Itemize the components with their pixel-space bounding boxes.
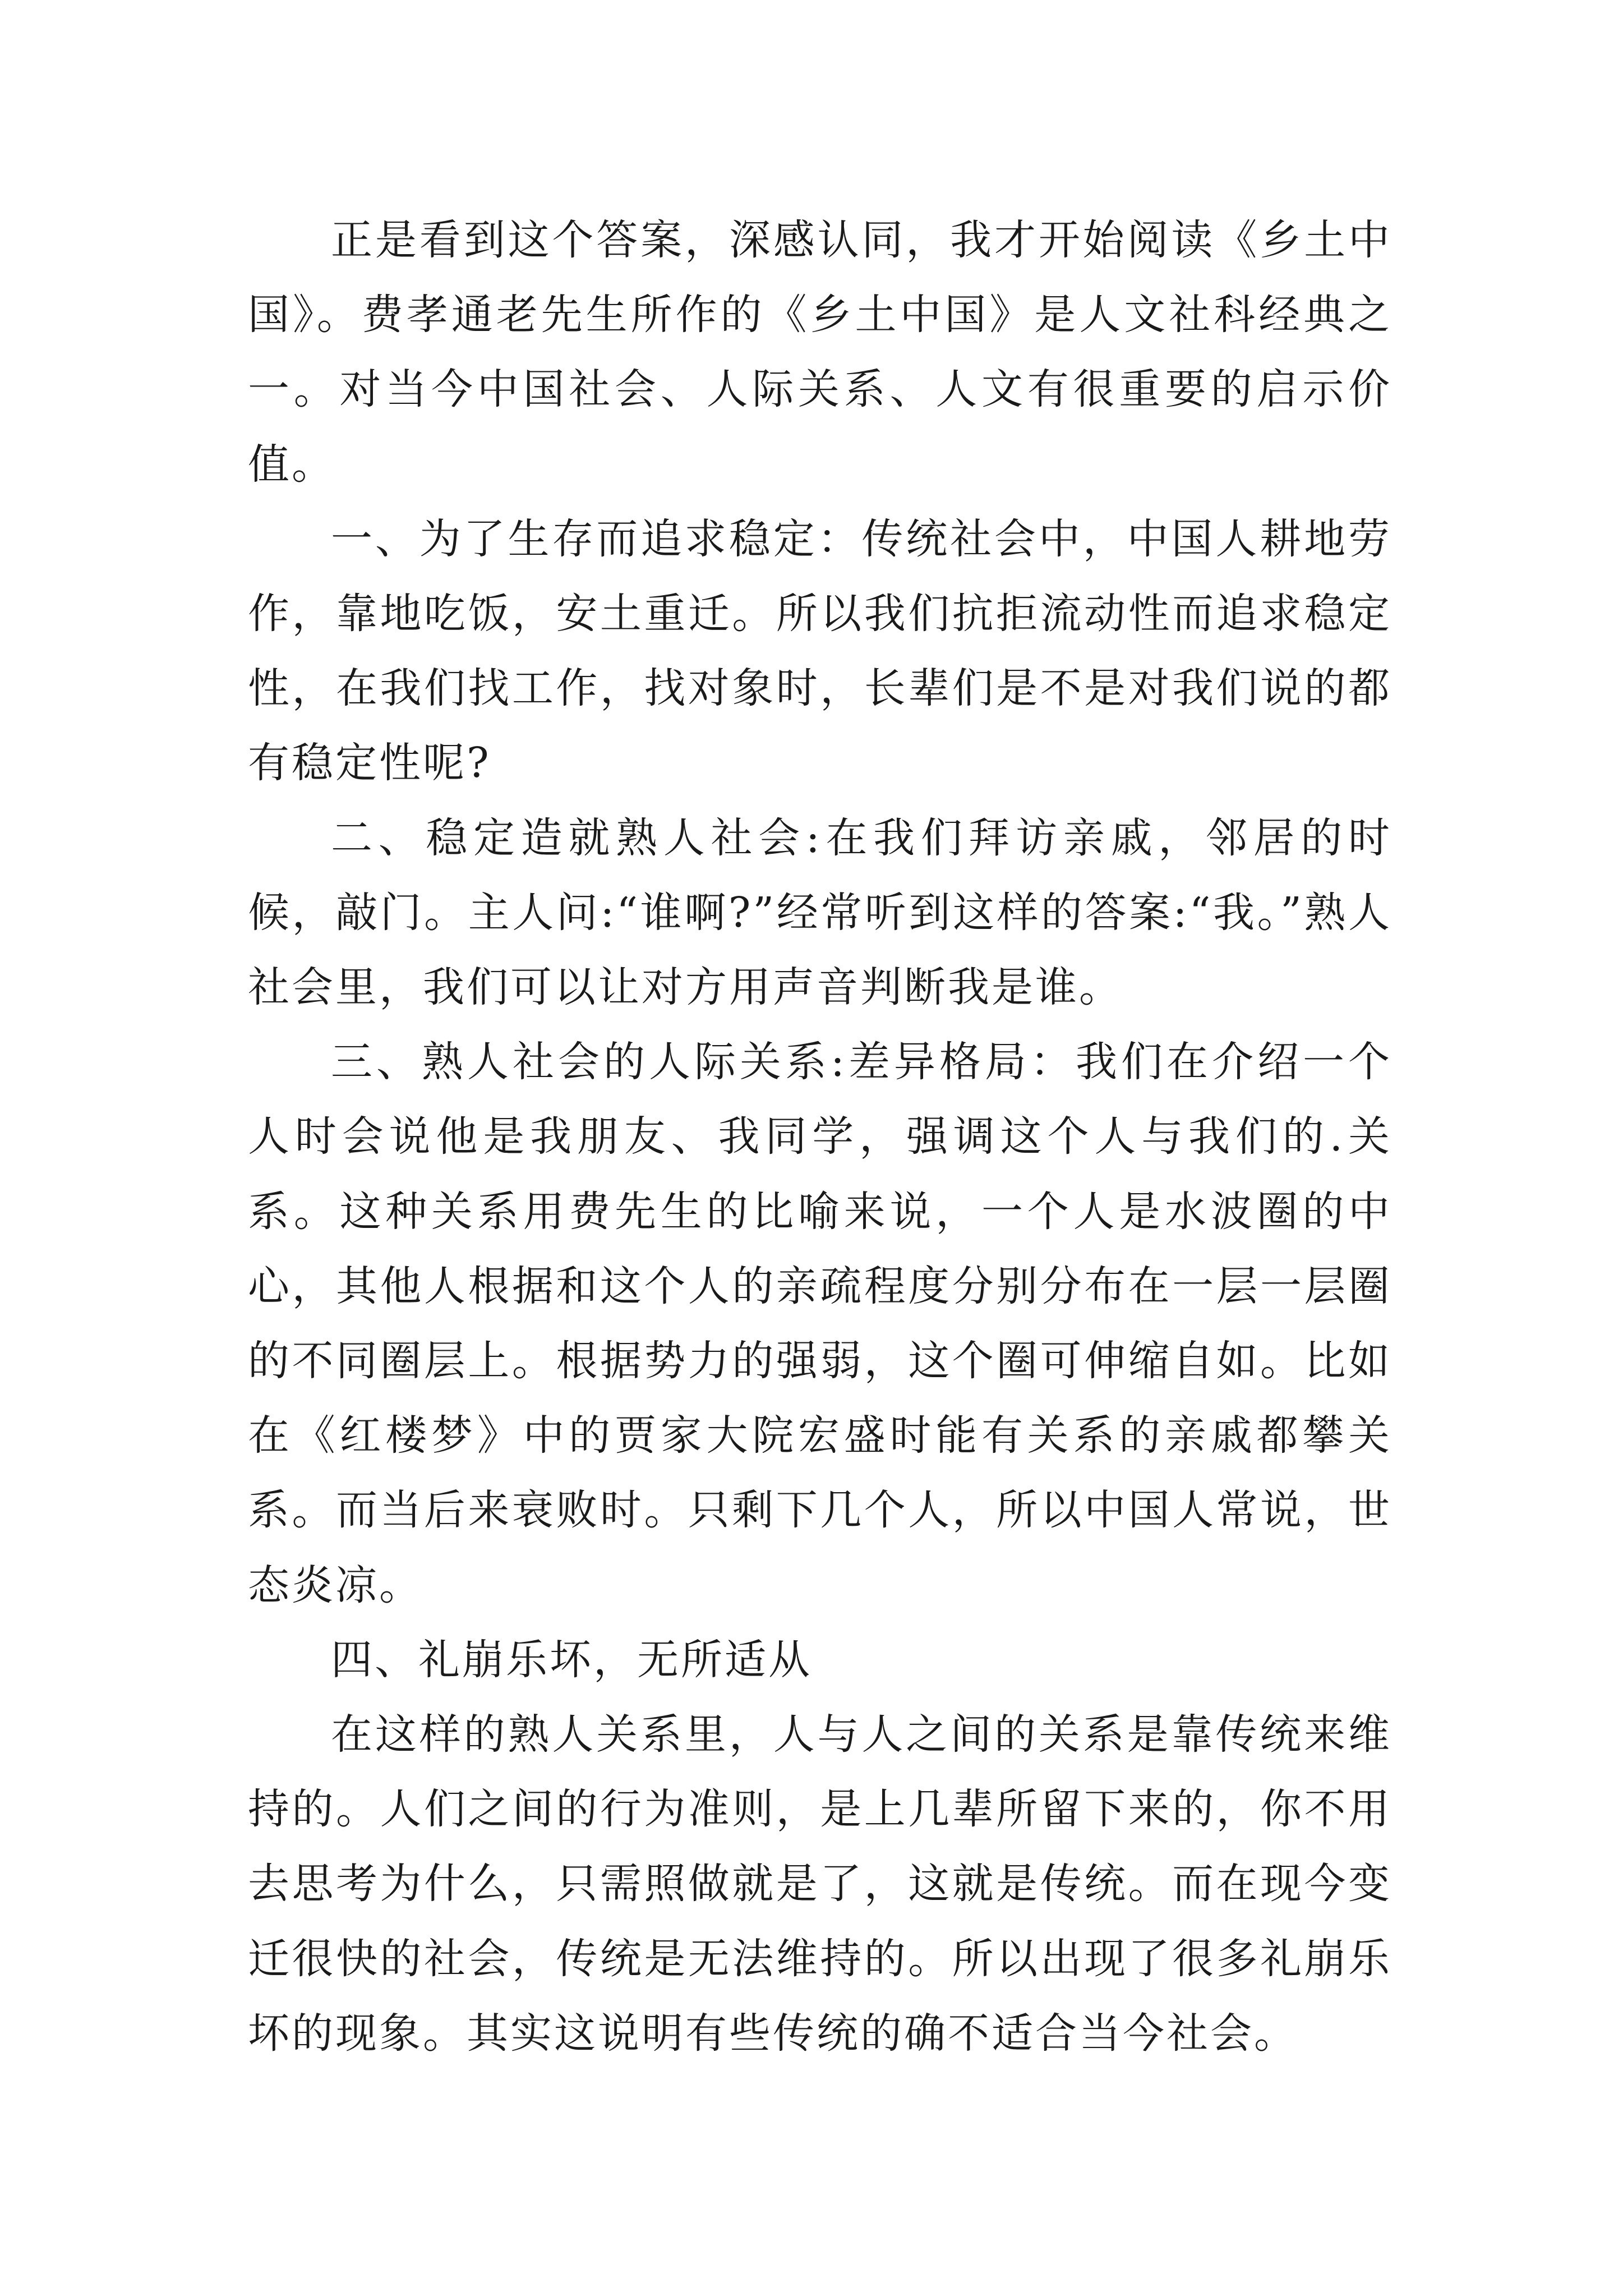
paragraph-intro: 正是看到这个答案，深感认同，我才开始阅读《乡土中国》。费孝通老先生所作的《乡土中国》是人文社科经典之一。对当今中国社会、人际关系、人文有很重要的启示价值。 <box>248 216 1392 489</box>
paragraph-point-one: 一、为了生存而追求稳定：传统社会中，中国人耕地劳作，靠地吃饭，安土重迁。所以我们抗拒流动性而追求稳定性，在我们找工作，找对象时，长辈们是不是对我们说的都有稳定性呢? <box>248 514 1392 788</box>
paragraph-point-four-body: 在这样的熟人关系里，人与人之间的关系是靠传统来维持的。人们之间的行为准则，是上几辈所留下来的，你不用去思考为什么，只需照做就是了，这就是传统。而在现今变迁很快的社会，传统是无法维持的。所以出现了很多礼崩乐坏的现象。其实这说明有些传统的确不适合当今社会。 <box>248 1710 1392 2058</box>
paragraph-point-four-heading: 四、礼崩乐坏，无所适从 <box>331 1635 812 1684</box>
paragraph-point-two: 二、稳定造就熟人社会:在我们拜访亲戚，邻居的时候，敲门。主人问:“谁啊?”经常听到这样的答案:“我。”熟人社会里，我们可以让对方用声音判断我是谁。 <box>248 813 1392 1012</box>
paragraph-point-three: 三、熟人社会的人际关系:差异格局：我们在介绍一个人时会说他是我朋友、我同学，强调这个人与我们的.关系。这种关系用费先生的比喻来说，一个人是水波圈的中心，其他人根据和这个人的亲疏程度分别分布在一层一层圈的不同圈层上。根据势力的强弱，这个圈可伸缩自如。比如在《红楼梦》中的贾家大院宏盛时能有关系的亲戚都攀关系。而当后来衰败时。只剩下几个人，所以中国人常说，世态炎凉。 <box>248 1038 1392 1609</box>
document-body <box>248 203 1392 2071</box>
